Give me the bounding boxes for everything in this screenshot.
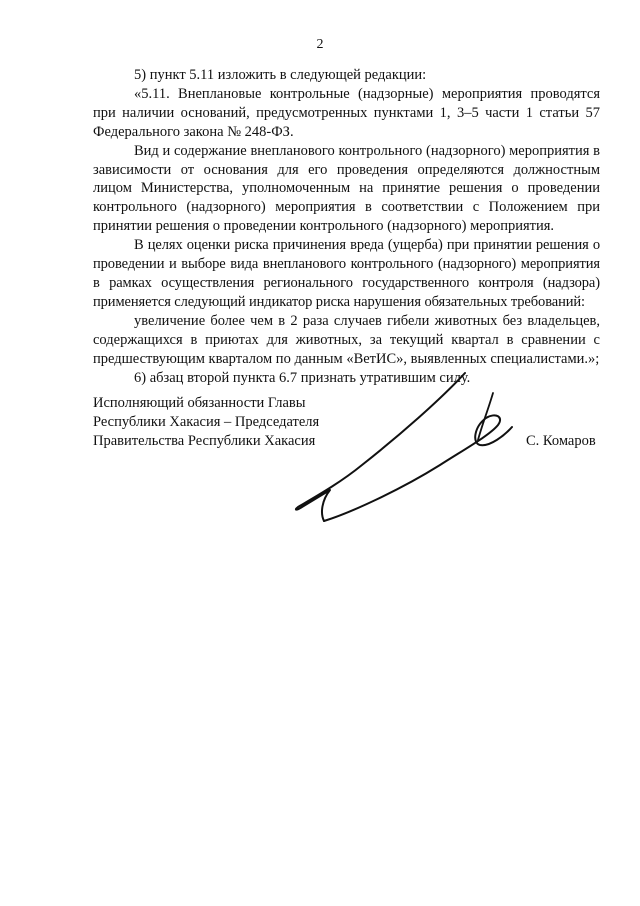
signatory-position-line: Исполняющий обязанности Главы: [93, 395, 306, 411]
paragraph-risk-indicator: увеличение более чем в 2 раза случаев гибели животных без владельцев, содержащихся в приютах для животных, за текущий квартал в сравнении с предшествующим кварталом по данным «ВетИС», выявленных специалистами.»;: [93, 312, 600, 367]
paragraph-item-6: 6) абзац второй пункта 6.7 признать утратившим силу.: [134, 369, 471, 386]
paragraph-risk-assessment: В целях оценки риска причинения вреда (ущерба) при принятии решения о проведении и выборе вида внепланового контрольного (надзорного) мероприятия в рамках осуществления регионального государственного контроля (надзора) применяется следующий индикатор риска нарушения обязательных требований:: [93, 237, 600, 310]
document-body: [93, 66, 600, 387]
signatory-name: С. Комаров: [526, 433, 596, 449]
paragraph-point-5-11: «5.11. Внеплановые контрольные (надзорные) мероприятия проводятся при наличии оснований, предусмотренных пунктами 1, 3–5 части 1 статьи 57 Федерального закона № 248-ФЗ.: [93, 85, 600, 140]
signatory-position-line: Республики Хакасия – Председателя: [93, 414, 320, 430]
page-number: 2: [316, 37, 324, 52]
signatory-position-line: Правительства Республики Хакасия: [93, 433, 316, 449]
paragraph-item-5: 5) пункт 5.11 изложить в следующей редакции:: [134, 67, 427, 83]
handwritten-signature: [290, 365, 540, 525]
paragraph-type-and-content: Вид и содержание внепланового контрольного (надзорного) мероприятия в зависимости от основания для его проведения определяются должностным лицом Министерства, уполномоченным на принятие решения о проведении контрольного (надзорного) мероприятия в соответствии с Положением при принятии решения о проведении контрольного (надзорного) мероприятия.: [93, 142, 600, 235]
